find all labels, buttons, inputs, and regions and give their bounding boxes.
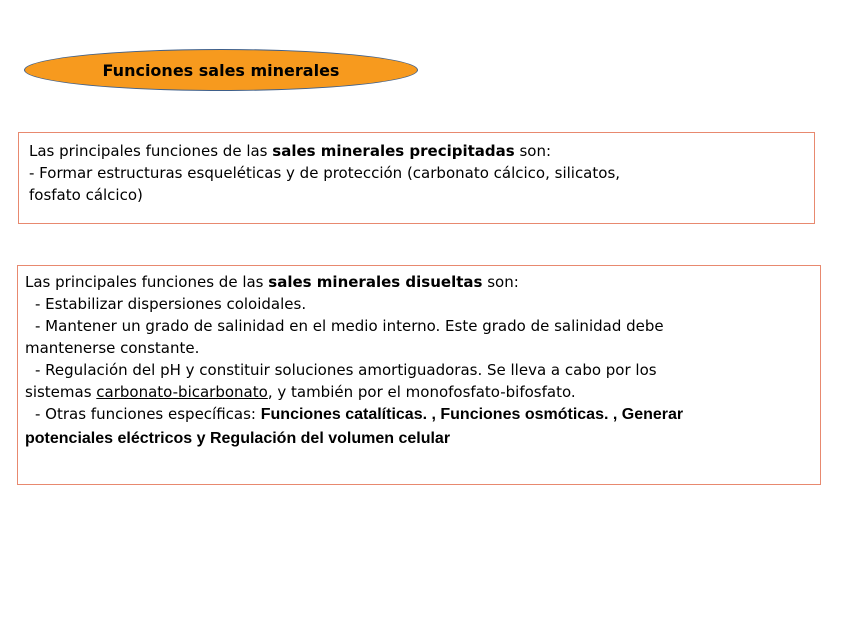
- intro-text: Las principales funciones de las: [29, 142, 273, 160]
- precipitated-item-1-cont: fosfato cálcico): [29, 186, 143, 204]
- precipitated-intro: [29, 140, 804, 162]
- dissolved-item-3-cont: [25, 381, 813, 403]
- item4-prefix: - Otras funciones específicas:: [35, 405, 261, 423]
- intro-bold-term: sales minerales disueltas: [268, 273, 483, 291]
- intro-bold-term: sales minerales precipitadas: [272, 142, 515, 160]
- item3-prefix: sistemas: [25, 383, 97, 401]
- page-title: Funciones sales minerales: [102, 60, 340, 80]
- intro-suffix: son:: [482, 273, 519, 291]
- title-banner: [24, 49, 418, 91]
- precipitated-salts-box: [18, 132, 815, 224]
- precipitated-item-1: - Formar estructuras esqueléticas y de protección (carbonato cálcico, silicatos,: [29, 164, 621, 182]
- carbonato-bicarbonato-term: carbonato-bicarbonato: [96, 383, 268, 401]
- dissolved-item-4: [25, 403, 813, 426]
- dissolved-salts-box: [17, 265, 821, 485]
- dissolved-item-3: - Regulación del pH y constituir soluciones amortiguadoras. Se lleva a cabo por los: [35, 361, 657, 379]
- specific-functions-list: Funciones catalíticas. , Funciones osmóticas. , Generar: [260, 406, 684, 423]
- dissolved-item-2: - Mantener un grado de salinidad en el medio interno. Este grado de salinidad debe: [35, 317, 664, 335]
- dissolved-intro: [25, 271, 813, 293]
- dissolved-item-4-cont: potenciales eléctricos y Regulación del volumen celular: [25, 430, 451, 447]
- item3-suffix: , y también por el monofosfato-bifosfato.: [267, 383, 576, 401]
- dissolved-item-2-cont: mantenerse constante.: [25, 339, 200, 357]
- intro-suffix: son:: [514, 142, 552, 160]
- intro-text: Las principales funciones de las: [25, 273, 269, 291]
- dissolved-item-1: - Estabilizar dispersiones coloidales.: [35, 295, 307, 313]
